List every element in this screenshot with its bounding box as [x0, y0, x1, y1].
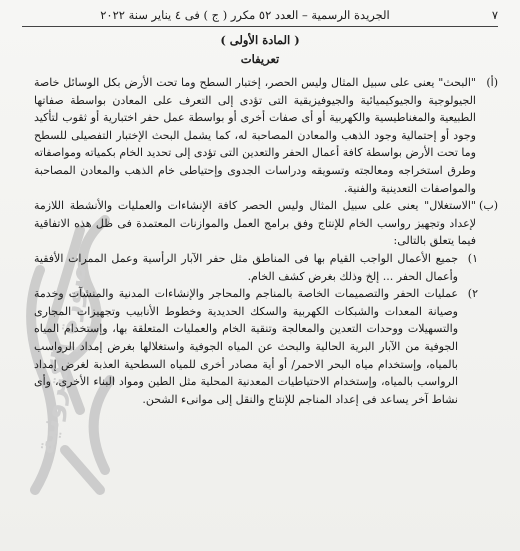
- item-text: "البحث" يعنى على سبيل المثال وليس الحصر، إختبار السطح وما تحت الأرض بكل الوسائل خاصة الجيولوجية والجيوكيميائية والجيوفيزيقية التى تؤدى إلى التعرف على المعادن بواسطة صفاتها الطبيعية والمغناطيسية والكهربية أو أى صفات أخرى أو بواسطة عمل حفر اختبارية أو ثقوب لتأكيد وجود أو إحتمالية وجود الذهب والمعادن المصاحبة له، كما يشمل البحث الإختبار التفصيلى للسطح وما تحت الأرض بواسطة كافة أعمال الحفر والتعدين التى تؤدى إلى تحديد الخام بكمياته ومواصفاته وطرق استخراجه ومعالجته وتسويقه ودراسات الجدوى وإحتياطى خام الذهب والمعادن المصاحبة والمواصفات التعدينية والفنية.: [34, 76, 476, 195]
- definition-item-a: [34, 74, 498, 197]
- document-body: [34, 74, 498, 408]
- item-text: "الاستغلال" يعنى على سبيل المثال وليس الحصر كافة الإنشاءات والعمليات والأنشطة اللازمة لإعداد وتجهيز رواسب الخام للإنتاج وفق برامج العمل والموازنات المعتمدة فى ظل هذه الاتفاقية فيما يتعلق بالتالى:: [34, 199, 476, 248]
- item-marker: (ب): [479, 199, 498, 213]
- sub-item-marker: ٢): [467, 287, 478, 301]
- sub-item-2: [34, 285, 498, 408]
- sub-item-1: [34, 250, 498, 285]
- definition-item-b: [34, 197, 498, 250]
- definitions-heading: تعريفات: [240, 52, 280, 66]
- gazette-title: الجريدة الرسمية – العدد ٥٢ مكرر ( ج ) فى ٤ يناير سنة ٢٠٢٢: [100, 8, 390, 22]
- article-heading: ( المادة الأولى ): [220, 33, 300, 47]
- sub-item-marker: ١): [467, 251, 478, 265]
- sub-item-text: جميع الأعمال الواجب القيام بها فى المناطق مثل حفر الآبار الرأسية وعمل الممرات الأفقية وأعمال الحفر ... إلخ وذلك بغرض كشف الخام.: [34, 251, 458, 283]
- item-marker: (أ): [486, 76, 498, 89]
- watermark-text: صورة إلكترونية: [30, 260, 94, 457]
- page-header: [22, 4, 498, 27]
- page-number: ٧: [491, 8, 498, 22]
- sub-item-text: عمليات الحفر والتصميمات الخاصة بالمناجم والمحاجر والإنشاءات المدنية والمنشآت وخدمة وصيانة المعدات والشبكات الكهربية والسكك الحديدية وخطوط الأنابيب وتجهيزات المجارى والتسهيلات ووحدات التعدين والمعالجة وتنقية الخام والعمليات المتعلقة بها، وإستخدام المياه الجوفية من الآبار البرية الحالية والبحث عن المياه الجوفية واستغلالها بغرض إمداد الرواسب بالمياه، وإستخدام مياه البحر الاحمر/ أو أية مصادر أخرى للمياه السطحية العذبة لغرض إمداد الرواسب بالمياه، وإستخدام الاحتياطيات المعدنية المحلية مثل الطين ومواد البناء الأخرى، وأى نشاط آخر يساعد فى إعداد المناجم للإنتاج والنقل إلى موانىء الشحن.: [34, 287, 458, 406]
